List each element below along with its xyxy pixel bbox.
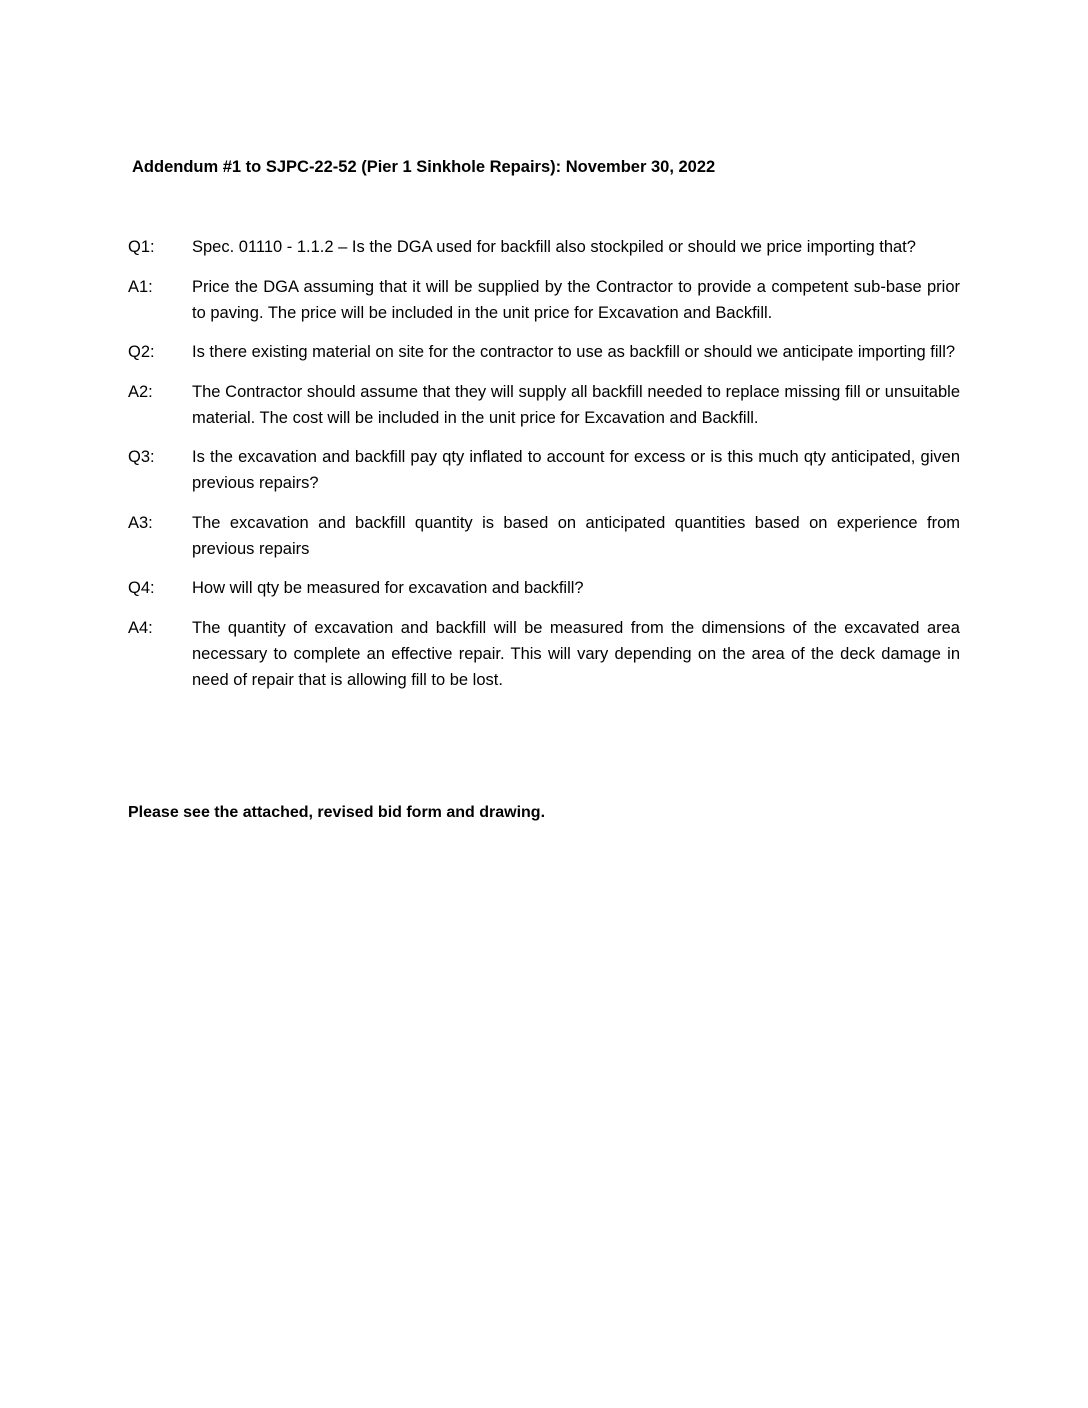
qa-item-a1 — [128, 274, 960, 326]
qa-text-q4: How will qty be measured for excavation and backfill? — [192, 579, 584, 597]
qa-text-a1: Price the DGA assuming that it will be supplied by the Contractor to provide a competent sub-base prior to paving. The price will be included in the unit price for Excavation and Backfill. — [192, 277, 960, 322]
qa-text-a3: The excavation and backfill quantity is based on anticipated quantities based on experience from previous repairs — [192, 513, 960, 558]
qa-item-q4 — [128, 575, 960, 601]
qa-label-a3: A3: — [128, 513, 153, 532]
qa-label-q4: Q4: — [128, 579, 155, 597]
qa-label-q2: Q2: — [128, 343, 155, 361]
qa-label-a1: A1: — [128, 277, 153, 296]
qa-text-q2: Is there existing material on site for the contractor to use as backfill or should we anticipate importing fill? — [192, 343, 956, 361]
qa-label-q3: Q3: — [128, 448, 155, 466]
document-title: Addendum #1 to SJPC-22-52 (Pier 1 Sinkhole Repairs): November 30, 2022 — [132, 158, 716, 176]
qa-label-q1: Q1: — [128, 238, 155, 256]
qa-item-a4 — [128, 615, 960, 693]
qa-label-a4: A4: — [128, 618, 153, 637]
qa-item-q3 — [128, 444, 960, 496]
qa-item-a2 — [128, 379, 960, 431]
qa-text-a4: The quantity of excavation and backfill will be measured from the dimensions of the excavated area necessary to complete an effective repair. This will vary depending on the area of the deck damage in need of repair that is allowing fill to be lost. — [192, 618, 960, 689]
qa-item-q1 — [128, 234, 960, 260]
qa-item-a3 — [128, 510, 960, 562]
qa-text-q3: Is the excavation and backfill pay qty inflated to account for excess or is this much qty anticipated, given previous repairs? — [192, 448, 960, 492]
closing-note: Please see the attached, revised bid form and drawing. — [128, 804, 546, 821]
qa-label-a2: A2: — [128, 382, 153, 401]
qa-list — [128, 234, 960, 706]
qa-text-a2: The Contractor should assume that they will supply all backfill needed to replace missing fill or unsuitable material. The cost will be included in the unit price for Excavation and Backfill. — [192, 382, 960, 427]
qa-text-q1: Spec. 01110 - 1.1.2 – Is the DGA used for backfill also stockpiled or should we price importing that? — [192, 238, 916, 256]
qa-item-q2 — [128, 339, 960, 365]
